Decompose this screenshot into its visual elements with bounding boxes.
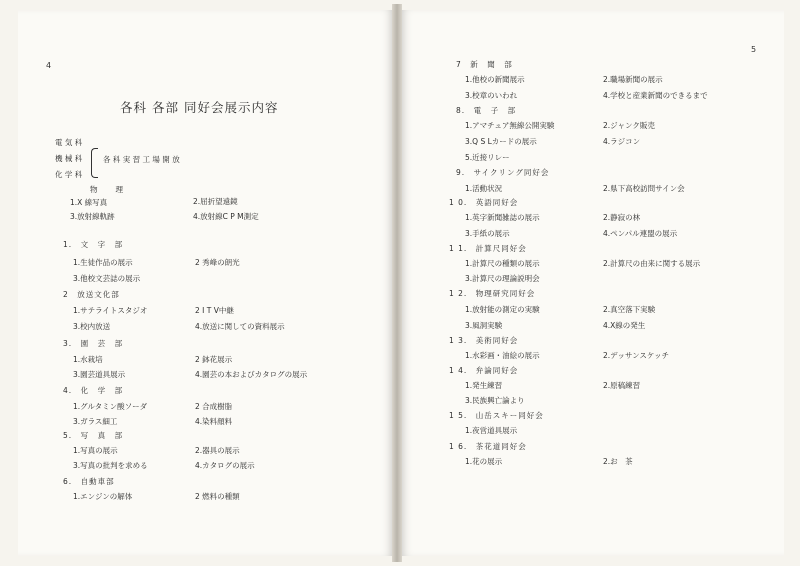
list-item: 1.英字新聞雑誌の展示 [465,213,540,222]
list-item: 4.X線の発生 [603,321,646,330]
list-item: 1.花の展示 [465,457,503,466]
department-mechanical: 機 械 科 [55,154,83,163]
section-heading: 1. 文 字 部 [63,240,124,249]
list-item: 3.校章のいわれ [465,91,518,100]
section-heading: 1 5. 山岳スキー同好会 [449,411,544,420]
list-item: 1.計算尺の種類の展示 [465,259,540,268]
list-item: 4.ペンパル連盟の展示 [603,229,678,238]
section-heading: 1 4. 弁論同好会 [449,366,519,375]
list-item: 2.デッサンスケッチ [603,351,670,360]
department-chemistry: 化 学 科 [55,170,83,179]
page-title: 各科 各部 同好会展示内容 [120,100,279,115]
section-heading: 2 放送文化部 [63,290,120,299]
list-item: 3.計算尺の理論説明会 [465,274,540,283]
list-item: 3.放射線軌跡 [70,212,115,221]
department-brace [91,148,98,178]
section-heading: 4. 化 学 部 [63,386,124,395]
list-item: 1.グルタミン酸ソーダ [73,402,148,411]
list-item: 2.器具の展示 [195,446,240,455]
list-item: 4.放射線C P M測定 [193,212,259,221]
list-item: 4.ラジコン [603,137,641,146]
section-heading: 7 新 聞 部 [456,60,513,69]
page-number-left: 4 [46,61,52,70]
list-item: 1.他校の新聞展示 [465,75,525,84]
list-item: 2 合成樹脂 [195,402,233,411]
page-number-right: 5 [751,45,757,54]
list-item: 1.エンジンの解体 [73,492,133,501]
department-electrical: 電 気 科 [55,138,83,147]
section-heading: 1 1. 計算尺同好会 [449,244,527,253]
list-item: 4.放送に関しての資料展示 [195,322,285,331]
list-item: 1.X 線写真 [70,198,108,207]
list-item: 3.民族興亡論より [465,396,525,405]
list-item: 2.職場新聞の展示 [603,75,663,84]
list-item: 1.発生練習 [465,381,503,390]
list-item: 3.校内放送 [73,322,111,331]
list-item: 2.お 茶 [603,457,633,466]
section-heading: 1 0. 英語同好会 [449,198,519,207]
list-item: 3.園芸道具展示 [73,370,126,379]
list-item: 3.風洞実験 [465,321,503,330]
section-heading: 8. 電 子 部 [456,106,517,115]
list-item: 1.アマチュア無線公開実験 [465,121,555,130]
list-item: 1.写真の展示 [73,446,118,455]
list-item: 4.カタログの展示 [195,461,255,470]
list-item: 2.ジャンク販売 [603,121,655,130]
list-item: 2.県下高校訪問サイン会 [603,184,685,193]
list-item: 3.手紙の展示 [465,229,510,238]
list-item: 2 燃料の種類 [195,492,240,501]
list-item: 2.屈折望遠鏡 [193,197,238,206]
list-item: 1.生徒作品の展示 [73,258,133,267]
list-item: 1.サテライトスタジオ [73,306,148,315]
list-item: 3.Q S Lカードの展示 [465,137,537,146]
right-page [402,10,784,556]
list-item: 2.静寂の林 [603,213,641,222]
list-item: 2 鉢花展示 [195,355,233,364]
department-note: 各 科 実 習 工 場 開 放 [103,155,180,164]
list-item: 4.染料顔料 [195,417,233,426]
list-item: 2.原稿練習 [603,381,641,390]
list-item: 4.園芸の本およびカタログの展示 [195,370,308,379]
section-heading: 1 3. 美術同好会 [449,336,519,345]
section-heading: 1 6. 茶花道同好会 [449,442,527,451]
section-heading: 5. 写 真 部 [63,431,124,440]
list-item: 3.ガラス細工 [73,417,118,426]
section-heading: 1 2. 物理研究同好会 [449,289,536,298]
list-item: 1.水栽培 [73,355,103,364]
list-item: 2.真空落下実験 [603,305,656,314]
list-item: 2 I T V中継 [195,306,234,315]
list-item: 1.活動状況 [465,184,503,193]
list-item: 1.水彩画・油絵の展示 [465,351,540,360]
physics-heading: 物 理 [90,185,124,194]
left-page [18,10,392,556]
list-item: 3.他校文芸誌の展示 [73,274,141,283]
section-heading: 3. 園 芸 部 [63,339,124,348]
section-heading: 9. サイクリング同好会 [456,168,550,177]
list-item: 3.写真の批判を求める [73,461,148,470]
list-item: 2.計算尺の由来に関する展示 [603,259,701,268]
list-item: 1.夜営道具展示 [465,426,518,435]
section-heading: 6. 自動車部 [63,477,115,486]
book-gutter [392,4,402,562]
list-item: 2 秀峰の朗光 [195,258,240,267]
list-item: 1.放射能の測定の実験 [465,305,540,314]
list-item: 5.近接リレー [465,153,510,162]
list-item: 4.学校と産業新聞のできるまで [603,91,708,100]
